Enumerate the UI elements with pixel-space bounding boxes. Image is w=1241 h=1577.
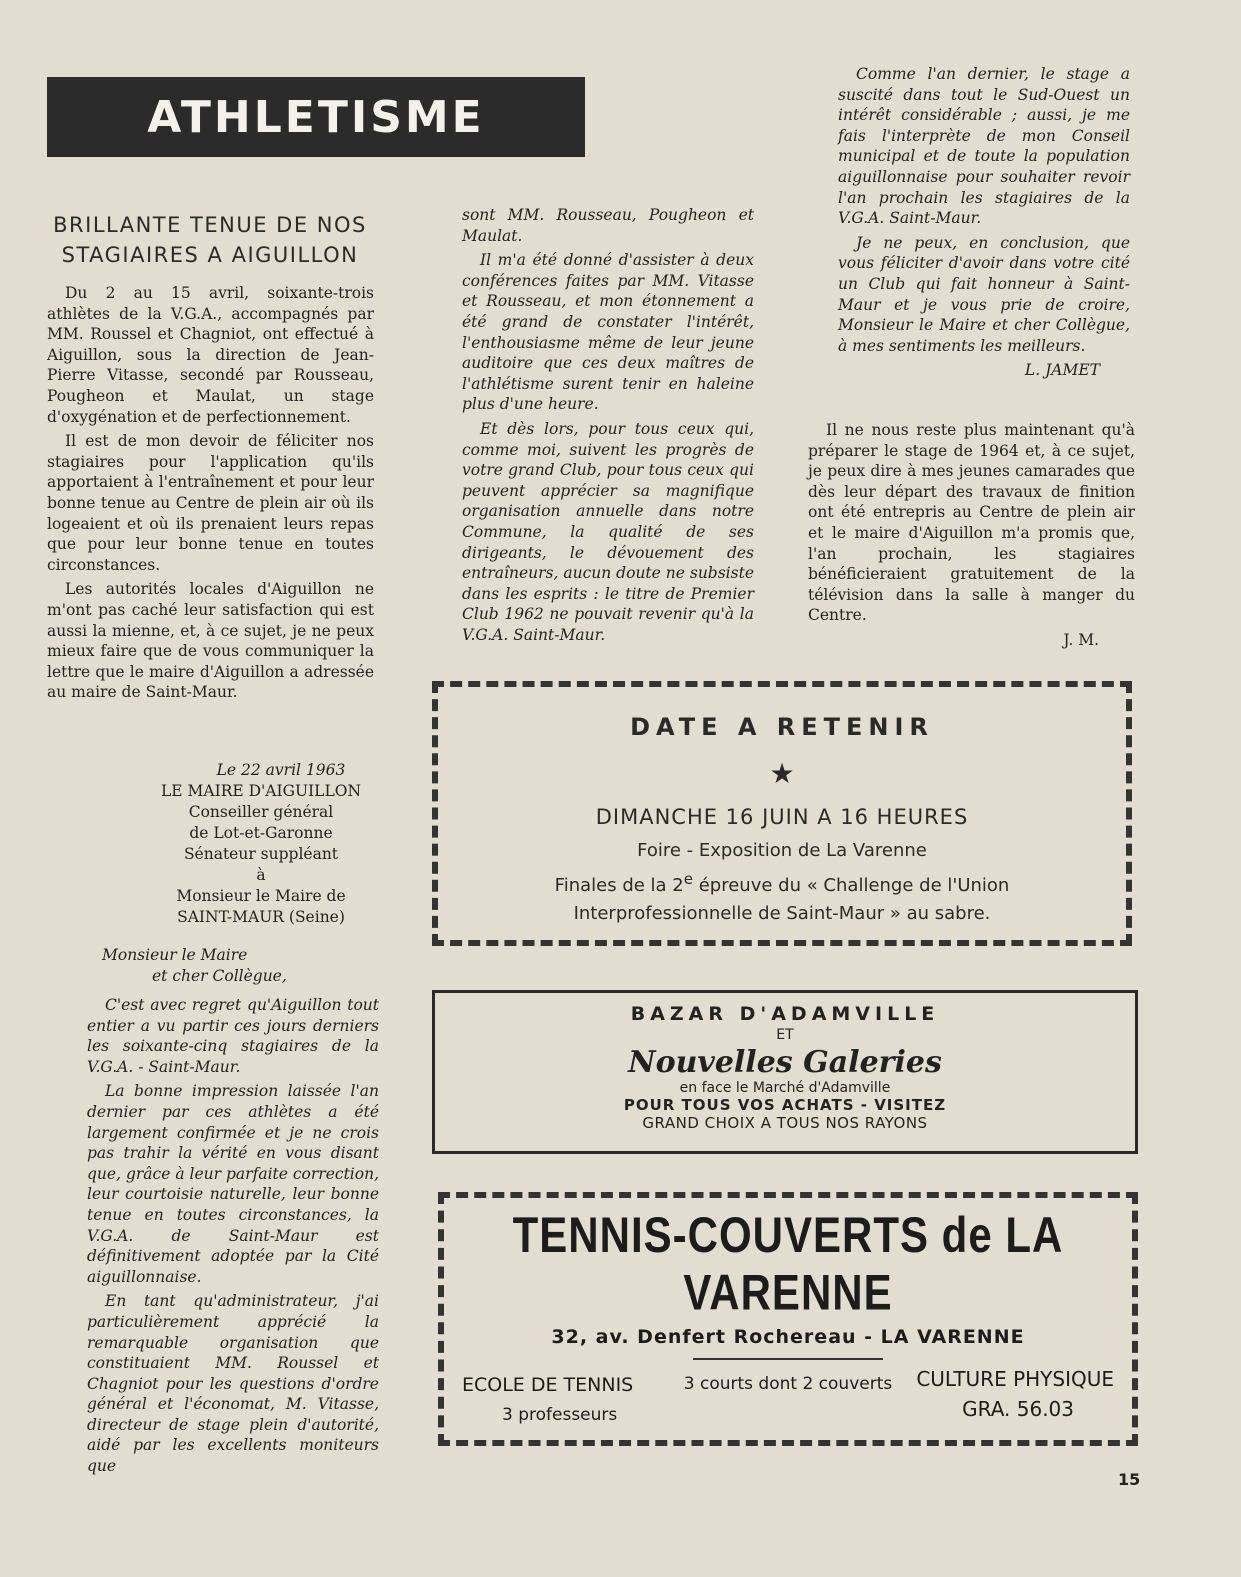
ad-tennis-courts: 3 courts dont 2 couverts <box>683 1374 893 1394</box>
letter-from-line: Conseiller général <box>188 803 334 821</box>
paragraph: Il ne nous reste plus maintenant qu'à préparer le stage de 1964 et, à ce sujet, je peux dire à mes jeunes camarades que dès leur départ des travaux de finition ont été entrepris au Centre de plein air et le maire d'Aiguillon m'a promis que, l'an prochain, les stagiaires bénéficieraient gratuitement de la télévision dans la salle à manger du Centre. <box>808 421 1135 625</box>
ad-shop-name: BAZAR D'ADAMVILLE <box>630 1003 940 1025</box>
paragraph: Il m'a été donné d'assister à deux conférences faites par MM. Vitasse et Rousseau, et mon étonnement a été grand de constater l'intérêt, l'enthousiasme même de leur jeune auditoire que ces deux maîtres de l'athlétisme surent tenir en haleine plus d'une heure. <box>462 251 754 414</box>
section-banner <box>47 77 585 157</box>
letter-from-line: à <box>256 866 266 884</box>
paragraph: Du 2 au 15 avril, soixante-trois athlètes de la V.G.A., accompagnés par MM. Roussel et Chagniot, ont effectué à Aiguillon, sous la direction de Jean-Pierre Vitasse, secondé par Rousseau, Pougheon et Maulat, un stage d'oxygénation et de perfectionnement. <box>47 284 374 426</box>
salutation-line: et cher Collègue, <box>152 967 287 985</box>
letter-from-line: LE MAIRE D'AIGUILLON <box>160 782 362 800</box>
letter-from-line: SAINT-MAUR (Seine) <box>177 908 345 926</box>
ad-slogan: POUR TOUS VOS ACHATS - VISITEZ <box>623 1096 947 1114</box>
event-challenge <box>438 865 1126 900</box>
phone-number: GRA. 56.03 <box>962 1397 1074 1421</box>
paragraph: Comme l'an dernier, le stage a suscité dans tout le Sud-Ouest un intérêt considérable ; aussi, je me fais l'interprète de mon Conseil municipal et de toute la population aiguillonnaise pour souhaiter revoir l'an prochain les stagiaires de la V.G.A. Saint-Maur. <box>838 65 1130 228</box>
letter-column-2 <box>462 205 754 649</box>
event-venue: Foire - Exposition de La Varenne <box>637 840 927 861</box>
bazar-adamville-ad <box>432 990 1138 1154</box>
letter-column-1 <box>87 995 379 1481</box>
letter-header <box>96 760 426 928</box>
ad-tennis-title: TENNIS-COUVERTS de LA VARENNE <box>512 1206 1064 1321</box>
letter-signature: L. JAMET <box>1024 361 1100 380</box>
star-icon: ★ <box>769 757 795 790</box>
divider <box>693 1358 883 1360</box>
article-column-1 <box>47 283 374 707</box>
paragraph: sont MM. Rousseau, Pougheon et Maulat. <box>462 206 754 245</box>
ad-tennis-culture <box>854 1364 1114 1424</box>
ad-location: en face le Marché d'Adamville <box>679 1080 891 1096</box>
event-challenge-pre: Finales de la 2 <box>554 875 684 896</box>
event-date: DIMANCHE 16 JUIN A 16 HEURES <box>595 805 969 829</box>
culture-label: CULTURE PHYSIQUE <box>916 1367 1114 1391</box>
letter-salutation <box>102 945 392 987</box>
teachers-label: 3 professeurs <box>502 1405 618 1425</box>
letter-column-3 <box>838 64 1130 385</box>
salutation-line: Monsieur le Maire <box>102 946 248 964</box>
event-challenge-end: Interprofessionnelle de Saint-Maur » au sabre. <box>573 903 991 924</box>
paragraph: Les autorités locales d'Aiguillon ne m'ont pas caché leur satisfaction qui est aussi la mienne, et, à ce sujet, je ne peux mieux faire que de vous communiquer la lettre que le maire d'Aiguillon a adressée au maire de Saint-Maur. <box>47 580 374 702</box>
section-title: ATHLETISME <box>147 91 485 143</box>
paragraph: Je ne peux, en conclusion, que vous féliciter d'avoir dans votre cité un Club qui fait honneur à Saint-Maur et je vous prie de croire, Monsieur le Maire et cher Collègue, à mes sentiments les meilleurs. <box>838 233 1130 355</box>
ad-title: DATE A RETENIR <box>630 713 934 741</box>
ad-tagline: GRAND CHOIX A TOUS NOS RAYONS <box>642 1114 928 1132</box>
closing-column <box>808 420 1135 655</box>
letter-from-line: Sénateur suppléant <box>183 845 339 863</box>
tennis-club-ad <box>438 1192 1138 1446</box>
letter-from-line: de Lot-et-Garonne <box>189 824 333 842</box>
ad-conjunction: ET <box>776 1027 794 1043</box>
paragraph: Il est de mon devoir de féliciter nos stagiaires pour l'application qu'ils apportaient à l'entraînement et pour leur bonne tenue au Centre de plein air où ils logeaient et où ils prenaient leurs repas que pour leur bonne tenue en toutes circonstances. <box>47 432 374 574</box>
ad-store-logo: Nouvelles Galeries <box>628 1045 942 1080</box>
ad-tennis-school <box>462 1370 702 1430</box>
closing-signature: J. M. <box>1063 630 1099 649</box>
ordinal-suffix: e <box>683 870 693 888</box>
paragraph: En tant qu'administrateur, j'ai particulièrement apprécié la remarquable organisation que constituaient MM. Roussel et Chagniot pour les questions d'ordre général et l'économat, M. Vitasse, directeur de stage plein d'autorité, aidé par les excellents moniteurs que <box>87 1292 379 1476</box>
event-challenge-post: épreuve du « Challenge de l'Union <box>692 875 1010 896</box>
paragraph: La bonne impression laissée l'an dernier par ces athlètes a été largement confirmée et je ne crois pas trahir la vérité en vous disant que, grâce à leur parfaite correction, leur courtoisie naturelle, leur bonne tenue en toutes circonstances, la V.G.A. de Saint-Maur est définitivement adoptée par la Cité aiguillonnaise. <box>87 1082 379 1286</box>
paragraph: Et dès lors, pour tous ceux qui, comme moi, suivent les progrès de votre grand Club, pour tous ceux qui peuvent apprécier sa magnifique organisation annuelle dans notre Commune, la qualité de ses dirigeants, le dévouement des entraîneurs, aucun doute ne subsiste dans les esprits : le titre de Premier Club 1962 ne pouvait revenir qu'à la V.G.A. Saint-Maur. <box>462 419 754 644</box>
letter-date: Le 22 avril 1963 <box>216 761 346 779</box>
letter-from-line: Monsieur le Maire de <box>176 887 346 905</box>
article-headline: BRILLANTE TENUE DE NOS STAGIAIRES A AIGUILLON <box>53 213 367 267</box>
ad-tennis-address: 32, av. Denfert Rochereau - LA VARENNE <box>551 1326 1025 1348</box>
school-label: ECOLE DE TENNIS <box>462 1374 634 1396</box>
event-line <box>438 837 1126 928</box>
date-to-remember-ad <box>432 681 1132 946</box>
paragraph: C'est avec regret qu'Aiguillon tout entier a vu partir ces jours derniers les soixante-cinq stagiaires de la V.G.A. - Saint-Maur. <box>87 996 379 1076</box>
page-number: 15 <box>1118 1470 1141 1489</box>
